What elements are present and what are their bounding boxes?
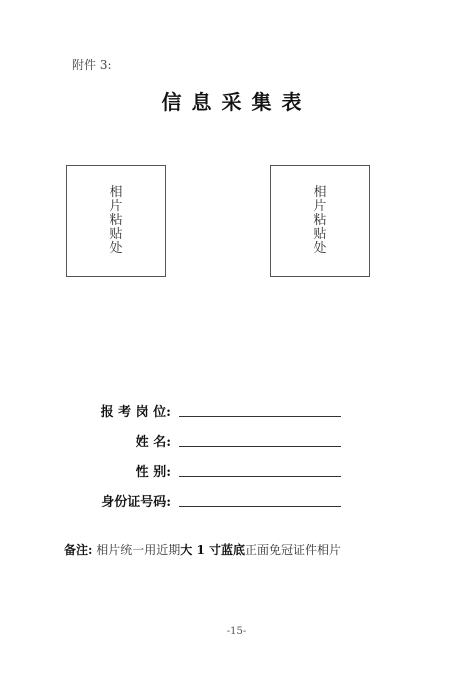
field-label-position: 报 考 岗 位: [100, 405, 171, 420]
note [64, 541, 341, 558]
photo-placeholder-text: 相片粘贴处 [313, 185, 327, 256]
field-label-id-number: 身份证号码: [101, 495, 171, 510]
field-row-position [0, 401, 473, 419]
field-row-gender [0, 461, 473, 479]
field-line-id-number [179, 506, 341, 507]
photo-placeholder-left [66, 165, 166, 277]
field-label-gender: 性 别: [135, 465, 171, 480]
note-text-end: 正面免冠证件相片 [244, 543, 341, 557]
field-line-name [179, 446, 341, 447]
field-label-name: 姓 名: [135, 435, 171, 450]
field-line-gender [179, 476, 341, 477]
photo-placeholder-right [270, 165, 370, 277]
note-text: 相片统一用近期 [92, 543, 181, 557]
attachment-label: 附件 3: [72, 58, 112, 72]
note-emphasis: 大 1 寸蓝底 [180, 543, 245, 557]
field-line-position [179, 416, 341, 417]
photo-placeholder-text: 相片粘贴处 [109, 185, 123, 256]
field-row-name [0, 431, 473, 449]
field-row-id-number [0, 491, 473, 509]
form-title: 信息采集表 [161, 90, 312, 114]
note-prefix: 备注: [64, 543, 93, 557]
page-number: -15- [226, 626, 247, 637]
